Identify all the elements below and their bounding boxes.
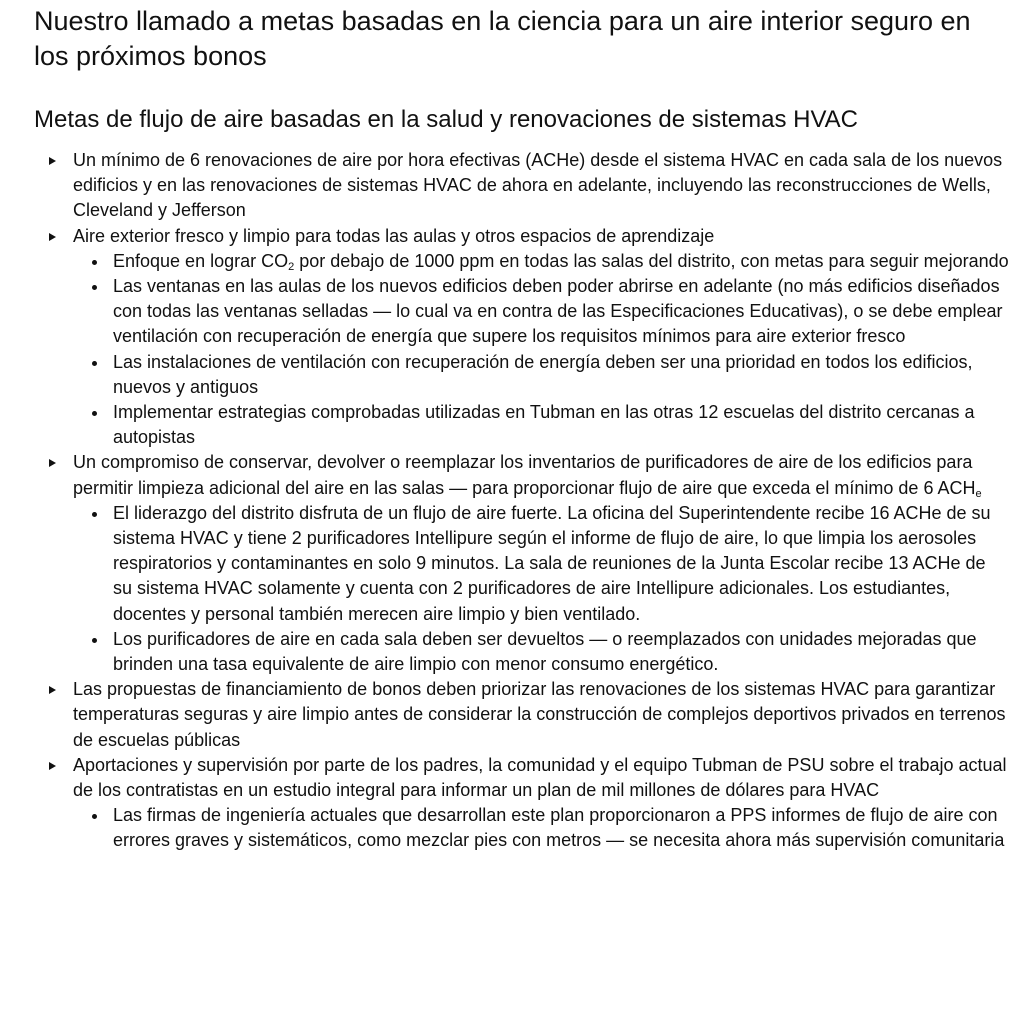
subscript: e xyxy=(975,487,982,500)
sub-list-item xyxy=(73,803,1009,853)
triangle-bullet-icon xyxy=(49,233,56,241)
dot-bullet-icon xyxy=(92,512,97,517)
sub-list xyxy=(73,501,1009,677)
list-item-text: Un mínimo de 6 renovaciones de aire por hora efectivas (ACHe) desde el sistema HVAC en cada sala de los nuevos edificios y en las renovaciones de sistemas HVAC de ahora en adelante, incluyendo las reconstrucciones de Wells, Cleveland y Jefferson xyxy=(73,150,1003,221)
sub-list-item-text: Las instalaciones de ventilación con recuperación de energía deben ser una prioridad en todos los edificios, nuevos y antiguos xyxy=(113,351,973,397)
dot-bullet-icon xyxy=(92,361,97,366)
sub-list-item-text xyxy=(113,251,1009,271)
text-segment: Enfoque en lograr CO xyxy=(113,250,289,271)
dot-bullet-icon xyxy=(92,638,97,643)
sub-list-item-text: Las ventanas en las aulas de los nuevos edificios deben poder abrirse en adelante (no más edificios diseñados con todas las ventanas selladas — lo cual va en contra de las Especificaciones Educativas), o se debe emplear ventilación con recuperación de energía que supere los requisitos mínimos para aire exterior fresco xyxy=(113,276,1003,347)
sub-list-item xyxy=(73,501,1009,627)
sub-list-item xyxy=(73,400,1009,450)
sub-list xyxy=(73,803,1009,853)
page-title: Nuestro llamado a metas basadas en la ciencia para un aire interior seguro en los próximos bonos xyxy=(34,6,971,71)
list-item-text: Aire exterior fresco y limpio para todas las aulas y otros espacios de aprendizaje xyxy=(73,225,715,246)
list-item xyxy=(34,148,1009,224)
list-item xyxy=(34,224,1009,451)
triangle-bullet-icon xyxy=(49,762,56,770)
dot-bullet-icon xyxy=(92,814,97,819)
sub-list-item-text: Implementar estrategias comprobadas utilizadas en Tubman en las otras 12 escuelas del distrito cercanas a autopistas xyxy=(113,402,975,448)
list-item xyxy=(34,753,1009,854)
subscript: 2 xyxy=(288,260,295,273)
section-heading: Metas de flujo de aire basadas en la salud y renovaciones de sistemas HVAC xyxy=(34,106,859,133)
sub-list-item-text: Las firmas de ingeniería actuales que desarrollan este plan proporcionaron a PPS informes de flujo de aire con errores graves y sistemáticos, como mezclar pies con metros — se necesita ahora más supervisión comunitaria xyxy=(113,805,1005,851)
triangle-bullet-icon xyxy=(49,686,56,694)
sub-list-item xyxy=(73,274,1009,350)
list-item-text: Las propuestas de financiamiento de bonos deben priorizar las renovaciones de los sistemas HVAC para garantizar temperaturas seguras y aire limpio antes de considerar la construcción de complejos deportivos privados en terrenos de escuelas públicas xyxy=(73,679,1006,750)
sub-list-item xyxy=(73,350,1009,400)
list-item-text xyxy=(73,452,982,500)
list-item-text: Aportaciones y supervisión por parte de los padres, la comunidad y el equipo Tubman de PSU sobre el trabajo actual de los contratistas en un estudio integral para informar un plan de mil millones de dólares para HVAC xyxy=(73,754,1007,801)
list-item xyxy=(34,677,1009,753)
document-page xyxy=(34,4,1009,851)
dot-bullet-icon xyxy=(92,285,97,290)
sub-list-item xyxy=(73,249,1009,274)
goals-list xyxy=(34,148,1009,854)
triangle-bullet-icon xyxy=(49,157,56,165)
sub-list-item xyxy=(73,627,1009,677)
sub-list-item-text: Los purificadores de aire en cada sala deben ser devueltos — o reemplazados con unidades mejoradas que brinden una tasa equivalente de aire limpio con menor consumo energético. xyxy=(113,628,977,675)
list-item xyxy=(34,450,1009,677)
dot-bullet-icon xyxy=(92,411,97,416)
dot-bullet-icon xyxy=(92,260,97,265)
triangle-bullet-icon xyxy=(49,459,56,467)
sub-list xyxy=(73,249,1009,451)
sub-list-item-text: El liderazgo del distrito disfruta de un flujo de aire fuerte. La oficina del Superintendente recibe 16 ACHe de su sistema HVAC y tiene 2 purificadores Intellipure según el informe de flujo de aire, lo que limpia los aerosoles respiratorios y contaminantes en solo 9 minutos. La sala de reuniones de la Junta Escolar recibe 13 ACHe de su sistema HVAC solamente y cuenta con 2 purificadores de aire Intellipure adicionales. Los estudiantes, docentes y personal también merecen aire limpio y bien ventilado. xyxy=(113,502,991,624)
text-segment: por debajo de 1000 ppm en todas las salas del distrito, con metas para seguir mejorando xyxy=(294,250,1009,271)
text-segment: Un compromiso de conservar, devolver o reemplazar los inventarios de purificadores de aire de los edificios para permitir limpieza adicional del aire en las salas — para proporcionar flujo de aire que exceda el mínimo de 6 ACH xyxy=(73,452,976,498)
